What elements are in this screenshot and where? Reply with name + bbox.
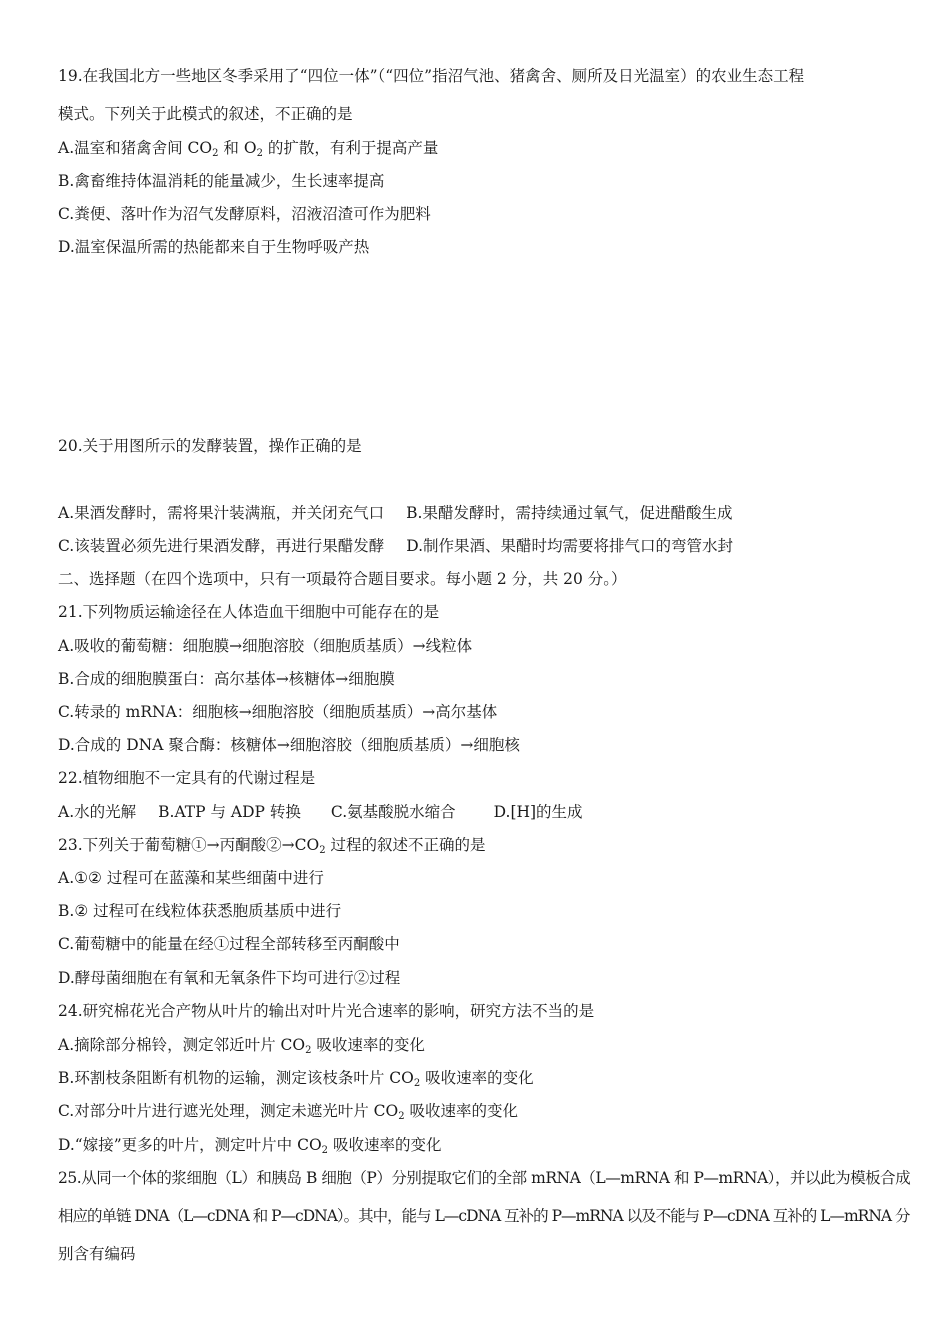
q24-c-pre: C.对部分叶片进行遮光处理，测定未遮光叶片 CO bbox=[58, 1102, 399, 1120]
section-heading: 二、选择题（在四个选项中，只有一项最符合题目要求。每小题 2 分，共 20 分。） bbox=[58, 570, 627, 588]
q24-d-pre: D.“嫁接”更多的叶片，测定叶片中 CO bbox=[58, 1136, 322, 1154]
q24-b-sub: 2 bbox=[413, 1078, 421, 1089]
q24-option-b bbox=[58, 1068, 534, 1088]
q22-option-a: A.水的光解 bbox=[58, 803, 137, 821]
q20-option-c: C.该装置必须先进行果酒发酵，再进行果醋发酵 bbox=[58, 537, 385, 555]
q24-b-post: 吸收速率的变化 bbox=[420, 1069, 534, 1087]
q21-option-c: C.转录的 mRNA：细胞核→细胞溶胶（细胞质基质）→高尔基体 bbox=[58, 703, 498, 721]
q24-stem: 24.研究棉花光合产物从叶片的输出对叶片光合速率的影响，研究方法不当的是 bbox=[58, 1002, 595, 1020]
q23-stem-post: 过程的叙述不正确的是 bbox=[325, 836, 486, 854]
q21-option-b: B.合成的细胞膜蛋白：高尔基体→核糖体→细胞膜 bbox=[58, 670, 395, 688]
q23-stem-sub: 2 bbox=[319, 845, 326, 856]
q22-options bbox=[58, 802, 583, 822]
q20-options-cd bbox=[58, 536, 733, 556]
q22-option-d: D.[H]的生成 bbox=[493, 803, 583, 821]
q24-b-pre: B.环割枝条阻断有机物的运输，测定该枝条叶片 CO bbox=[58, 1069, 414, 1087]
q24-a-sub: 2 bbox=[305, 1045, 312, 1056]
q20-option-a: A.果酒发酵时，需将果汁装满瓶，并关闭充气口 bbox=[58, 504, 385, 522]
q20-option-b: B.果醋发酵时，需持续通过氧气，促进醋酸生成 bbox=[406, 504, 733, 522]
q23-option-c: C.葡萄糖中的能量在经①过程全部转移至丙酮酸中 bbox=[58, 935, 400, 953]
q24-option-c bbox=[58, 1101, 518, 1121]
q19-stem-line2: 模式。下列关于此模式的叙述，不正确的是 bbox=[58, 105, 353, 123]
q23-option-a: A.①② 过程可在蓝藻和某些细菌中进行 bbox=[58, 869, 324, 887]
q20-options-ab bbox=[58, 503, 732, 523]
q22-option-b: B.ATP 与 ADP 转换 bbox=[158, 803, 301, 821]
q24-c-post: 吸收速率的变化 bbox=[404, 1102, 519, 1120]
q24-d-sub: 2 bbox=[321, 1145, 329, 1156]
q24-a-pre: A.摘除部分棉铃，测定邻近叶片 CO bbox=[58, 1036, 306, 1054]
q21-option-d: D.合成的 DNA 聚合酶：核糖体→细胞溶胶（细胞质基质）→细胞核 bbox=[58, 736, 520, 754]
q19-a-pre: A.温室和猪禽舍间 CO bbox=[58, 139, 213, 157]
q20-stem: 20.关于用图所示的发酵装置，操作正确的是 bbox=[58, 437, 362, 455]
q19-stem-line1: 19.在我国北方一些地区冬季采用了“四位一体”（“四位”指沼气池、猪禽舍、厕所及日光温室）的农业生态工程 bbox=[58, 67, 805, 85]
q24-c-sub: 2 bbox=[398, 1111, 405, 1122]
q19-a-sub2: 2 bbox=[256, 148, 263, 159]
q19-option-b: B.禽畜维持体温消耗的能量减少，生长速率提高 bbox=[58, 172, 385, 190]
q22-stem: 22.植物细胞不一定具有的代谢过程是 bbox=[58, 769, 316, 787]
q24-d-post: 吸收速率的变化 bbox=[328, 1136, 442, 1154]
q19-a-mid: 和 O bbox=[218, 139, 257, 157]
q19-option-c: C.粪便、落叶作为沼气发酵原料，沼液沼渣可作为肥料 bbox=[58, 205, 431, 223]
q19-a-sub1: 2 bbox=[212, 148, 219, 159]
q25-stem-line2: 相应的单链 DNA（L—cDNA 和 P—cDNA）。其中，能与 L—cDNA 互补的 P—mRNA 以及不能与 P—cDNA 互补的 L—mRNA 分 bbox=[58, 1207, 910, 1225]
q24-option-d bbox=[58, 1135, 441, 1155]
q19-option-d: D.温室保温所需的热能都来自于生物呼吸产热 bbox=[58, 238, 370, 256]
q19-option-a bbox=[58, 138, 438, 158]
q23-option-d: D.酵母菌细胞在有氧和无氧条件下均可进行②过程 bbox=[58, 969, 401, 987]
q23-option-b: B.② 过程可在线粒体获悉胞质基质中进行 bbox=[58, 902, 342, 920]
q24-option-a bbox=[58, 1035, 425, 1055]
q25-stem-line3: 别含有编码 bbox=[58, 1245, 136, 1263]
q24-a-post: 吸收速率的变化 bbox=[311, 1036, 425, 1054]
q25-stem-line1: 25.从同一个体的浆细胞（L）和胰岛 B 细胞（P）分别提取它们的全部 mRNA（L—mRNA 和 P—mRNA），并以此为模板合成 bbox=[58, 1169, 911, 1187]
q23-stem-pre: 23.下列关于葡萄糖①→丙酮酸②→CO bbox=[58, 836, 320, 854]
q21-stem: 21.下列物质运输途径在人体造血干细胞中可能存在的是 bbox=[58, 603, 440, 621]
q19-a-post: 的扩散，有利于提高产量 bbox=[262, 139, 439, 157]
q21-option-a: A.吸收的葡萄糖：细胞膜→细胞溶胶（细胞质基质）→线粒体 bbox=[58, 637, 473, 655]
q22-option-c: C.氨基酸脱水缩合 bbox=[330, 803, 456, 821]
q23-stem bbox=[58, 835, 486, 855]
q20-option-d: D.制作果酒、果醋时均需要将排气口的弯管水封 bbox=[406, 537, 734, 555]
